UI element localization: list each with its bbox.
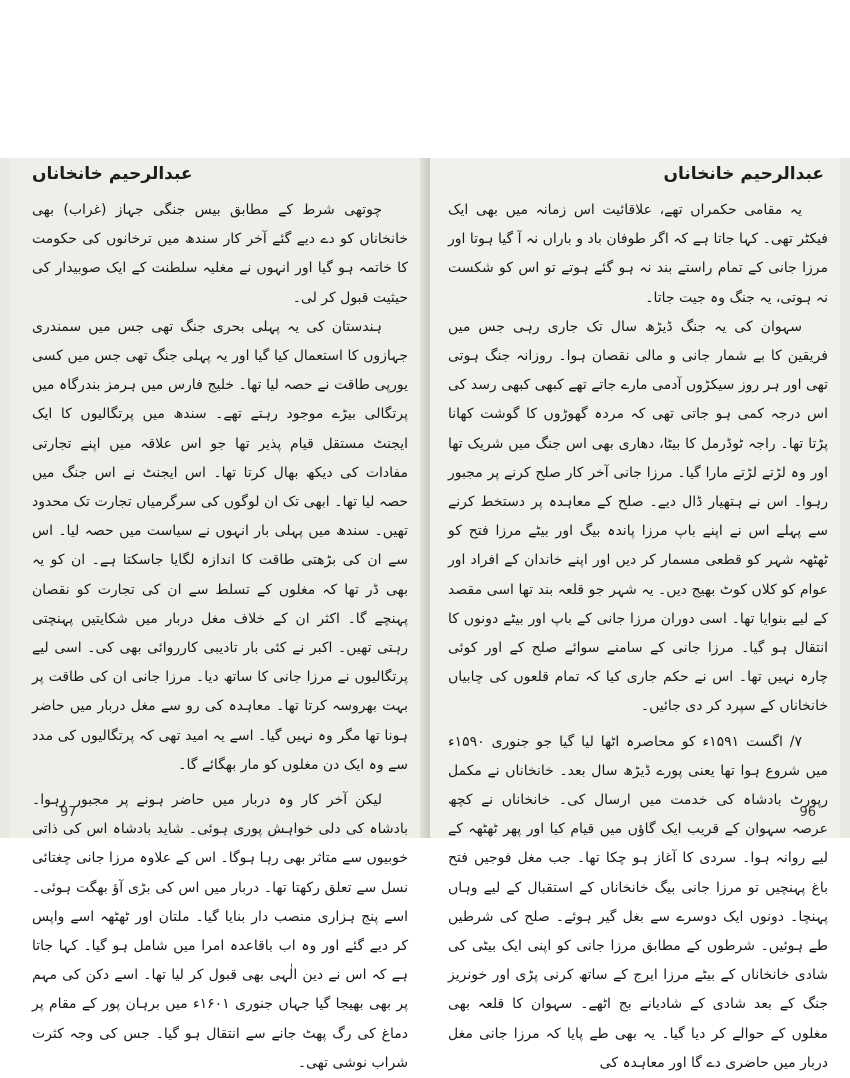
open-book [0,158,850,1071]
left-page-text [32,196,408,1078]
page-number-left: 97 [60,805,77,820]
page-number-right: 96 [799,805,816,820]
right-page-text [448,196,828,1078]
right-page [430,158,840,1071]
paragraph: ۷/ اگست ۱۵۹۱ء کو محاصرہ اٹھا لیا گیا جو جنوری ۱۵۹۰ء میں شروع ہوا تھا یعنی پورے ڈیڑھ سال بعد۔ خانخاناں نے مکمل رپورٹ بادشاہ کی خدمت میں ارسال کی۔ خانخاناں نے کچھ عرصہ سہوان کے قریب ایک گاؤں میں قیام کیا اور پھر ٹھٹھہ کے لیے روانہ ہوا۔ سردی کا آغاز ہو چکا تھا۔ جب مغل فوجیں فتح باغ پہنچیں تو مرزا جانی بیگ خانخاناں کے استقبال کے لیے وہاں پہنچا۔ دونوں ایک دوسرے سے بغل گیر ہوئے۔ صلح کی شرطیں طے ہوئیں۔ شرطوں کے مطابق مرزا جانی کو اپنی ایک بیٹی کی شادی خانخاناں کے بیٹے مرزا ایرج کے ساتھ کرنی پڑی اور خونریز جنگ کے بعد شادی کے شادیانے بج اٹھے۔ سہوان کا قلعہ بھی مغلوں کے حوالے کر دیا گیا۔ یہ بھی طے پایا کہ مرزا جانی مغل دربار میں حاضری دے گا اور معاہدہ کی [448,733,828,1071]
paragraph: چوتھی شرط کے مطابق بیس جنگی جہاز (غراب) بھی خانخاناں کو دے دیے گئے آخر کار سندھ میں ترخانوں کی حکومت کا خاتمہ ہو گیا اور انہوں نے مغلیہ سلطنت کے ایک صوبیدار کی حیثیت قبول کر لی۔ [32,202,408,306]
paragraph: سہوان کی یہ جنگ ڈیڑھ سال تک جاری رہی جس میں فریقین کا بے شمار جانی و مالی نقصان ہوا۔ روزانہ جنگ ہوتی تھی اور ہر روز سیکڑوں آدمی مارے جاتے تھے کبھی کبھی رسد کی اس درجہ کمی ہو جاتی تھی کہ مردہ گھوڑوں کا گوشت کھانا پڑتا تھا۔ راجہ ٹوڈرمل کا بیٹا، دھاری بھی اس جنگ میں شریک تھا اور وہ لڑتے لڑتے مارا گیا۔ مرزا جانی آخر کار صلح کرنے پر مجبور رہوا۔ اس نے ہتھیار ڈال دیے۔ صلح کے معاہدہ پر دستخط کرنے سے پہلے اس نے اپنے باپ مرزا پاندہ بیگ اور بیٹے مرزا فتح کو ٹھٹھہ شہر کو قطعی مسمار کر دیں اور اپنے خاندان کے افراد اور عوام کو کلاں کوٹ بھیج دیں۔ یہ شہر جو قلعہ بند تھا اسی مقصد کے لیے بنوایا تھا۔ اسی دوران مرزا جانی کے باپ اور بیٹے دونوں کا انتقال ہو گیا۔ مرزا جانی کے سامنے سوائے صلح کے اور کوئی چارہ نہیں تھا۔ اس نے حکم جاری کیا کہ تمام قلعوں کی چابیاں خانخاناں کے سپرد کر دی جائیں۔ [448,318,828,715]
running-head-left: عبدالرحیم خانخاناں [32,164,193,184]
paragraph: لیکن آخر کار وہ دربار میں حاضر ہونے پر مجبور رہوا۔ بادشاہ کی دلی خواہش پوری ہوئی۔ شاید بادشاہ اس کی ذاتی خوبیوں سے متاثر بھی رہا ہوگا۔ اس کے علاوہ مرزا جانی چغتائی نسل سے تعلق رکھتا تھا۔ دربار میں اس کی بڑی آؤ بھگت ہوئی۔ اسے پنج ہزاری منصب دار بنایا گیا۔ ملتان اور ٹھٹھہ اسے واپس کر دیے گئے اور وہ اب باقاعدہ امرا میں شامل ہو گیا۔ کہا جاتا ہے کہ اس نے دین الٰہی بھی قبول کر لیا تھا۔ اسے دکن کی مہم پر بھی بھیجا گیا جہاں جنوری ۱۶۰۱ء میں برہان پور کے مقام پر دماغ کی رگ پھٹ جانے سے انتقال ہو گیا۔ جس کی وجہ کثرت شراب نوشی تھی۔ [32,792,408,1071]
running-head-right: عبدالرحیم خانخاناں [663,164,824,184]
paragraph: ہندستان کی یہ پہلی بحری جنگ تھی جس میں سمندری جہازوں کا استعمال کیا گیا اور یہ پہلی جنگ تھی جس میں کسی یورپی طاقت نے حصہ لیا تھا۔ خلیج فارس میں ہرمز بندرگاہ میں پرتگالی بیڑے موجود رہتے تھے۔ سندھ میں پرتگالیوں کا ایک ایجنٹ مستقل قیام پذیر تھا جو اس علاقہ میں اپنے تجارتی مفادات کی دیکھ بھال کرتا تھا۔ اس ایجنٹ نے اس جنگ میں حصہ لیا تھا۔ ابھی تک ان لوگوں کی سرگرمیاں تجارت تک محدود تھیں۔ سندھ میں پہلی بار انہوں نے سیاست میں حصہ لیا۔ اس سے ان کی بڑھتی طاقت کا اندازہ لگایا جاسکتا ہے۔ ان کو یہ بھی ڈر تھا کہ مغلوں کے تسلط سے ان کی تجارت کو نقصان پہنچے گا۔ اکثر ان کے خلاف مغل دربار میں شکایتیں پہنچتی رہتی تھیں۔ اکبر نے کئی بار تادیبی کارروائی بھی کی۔ اسی لیے پرتگالیوں نے مرزا جانی کا ساتھ دیا۔ مرزا جانی ان کی طاقت پر بہت بھروسہ کرتا تھا۔ معاہدہ کی رو سے مغل دربار میں حاضر ہونا تھا مگر وہ نہیں گیا۔ اسے یہ امید تھی کہ پرتگالیوں کی مدد سے وہ ایک دن مغلوں کو مار بھگائے گا۔ [32,318,408,773]
left-page [10,158,429,1071]
paragraph: یہ مقامی حکمراں تھے، علاقائیت اس زمانہ میں بھی ایک فیکٹر تھی۔ کہا جاتا ہے کہ اگر طوفان باد و باراں نہ آ گیا ہوتا اور مرزا جانی کے تمام راستے بند نہ ہو گئے ہوتے تو اس کو شکست نہ ہوتی، یہ جنگ وہ جیت جاتا۔ [448,202,828,306]
